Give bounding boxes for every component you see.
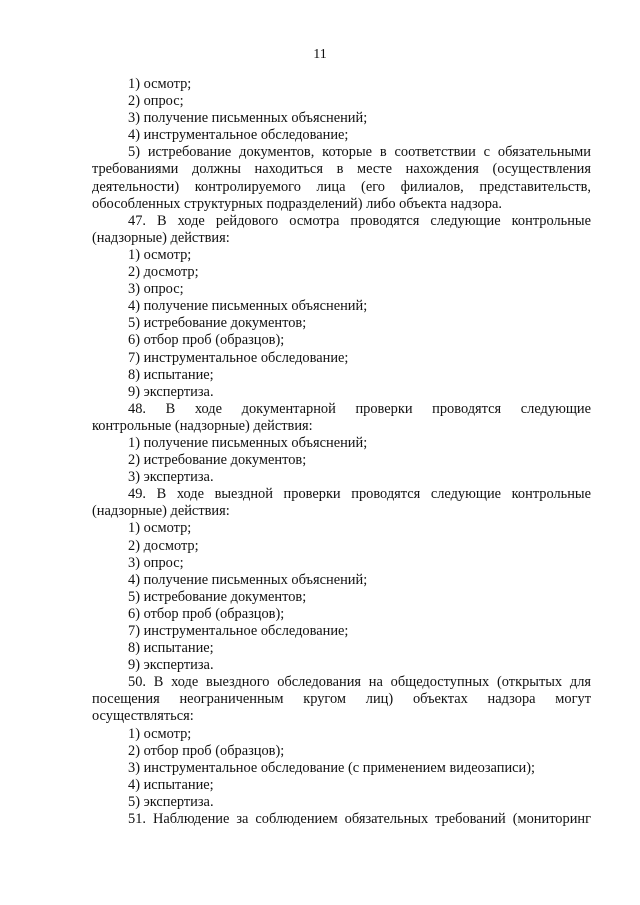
text-line: 5) истребование документов, которые в соответствии с обязательными [128,144,591,161]
text-line: 48. В ходе документарной проверки проводятся следующие [128,400,591,417]
text-line: 9) экспертиза. [128,657,214,674]
text-line: 1) осмотр; [128,246,192,263]
text-line: (надзорные) действия: [92,503,230,520]
text-line: посещения неограниченным кругом лиц) объектах надзора могут [92,691,591,708]
text-line: 2) досмотр; [128,537,199,554]
text-line: 2) досмотр; [128,264,199,281]
document-body [92,76,591,828]
page-number: 11 [313,47,327,62]
text-line: 49. В ходе выездной проверки проводятся следующие контрольные [128,486,591,503]
text-line: 9) экспертиза. [128,383,214,400]
text-line: 50. В ходе выездного обследования на общедоступных (открытых для [128,674,591,691]
text-line: 8) испытание; [128,366,214,383]
text-line: обособленных структурных подразделений) либо объекта надзора. [92,195,502,212]
text-line: 3) инструментальное обследование (с применением видеозаписи); [128,759,536,776]
text-line: 4) получение письменных объяснений; [128,298,368,315]
text-line: 4) испытание; [128,776,214,793]
text-line: деятельности) контролируемого лица (его филиалов, представительств, [92,178,591,195]
text-line: 5) экспертиза. [128,793,214,810]
text-line: 2) истребование документов; [128,452,307,469]
text-line: 3) экспертиза. [128,469,214,486]
text-line: 3) получение письменных объяснений; [128,110,368,127]
text-line: 5) истребование документов; [128,315,307,332]
text-line: 2) опрос; [128,93,184,110]
text-line: 1) получение письменных объяснений; [128,434,368,451]
text-line: 3) опрос; [128,281,184,298]
text-line: 4) получение письменных объяснений; [128,571,368,588]
text-line: 6) отбор проб (образцов); [128,332,285,349]
text-line: 6) отбор проб (образцов); [128,605,285,622]
text-line: осуществляться: [92,708,194,725]
text-line: контрольные (надзорные) действия: [92,417,313,434]
text-line: 1) осмотр; [128,76,192,92]
text-line: 7) инструментальное обследование; [128,623,349,639]
text-line: 1) осмотр; [128,725,192,742]
text-line: 51. Наблюдение за соблюдением обязательных требований (мониторинг [128,811,591,828]
text-line: 4) инструментальное обследование; [128,127,349,144]
text-line: 8) испытание; [128,640,214,657]
text-line: 1) осмотр; [128,520,192,537]
text-line: (надзорные) действия: [92,229,230,246]
text-line: 3) опрос; [128,554,184,571]
text-line: 47. В ходе рейдового осмотра проводятся следующие контрольные [128,212,591,229]
text-line: требованиями должны находиться в месте нахождения (осуществления [92,161,591,178]
text-line: 5) истребование документов; [128,588,307,605]
text-line: 2) отбор проб (образцов); [128,742,285,759]
text-line: 7) инструментальное обследование; [128,349,349,366]
